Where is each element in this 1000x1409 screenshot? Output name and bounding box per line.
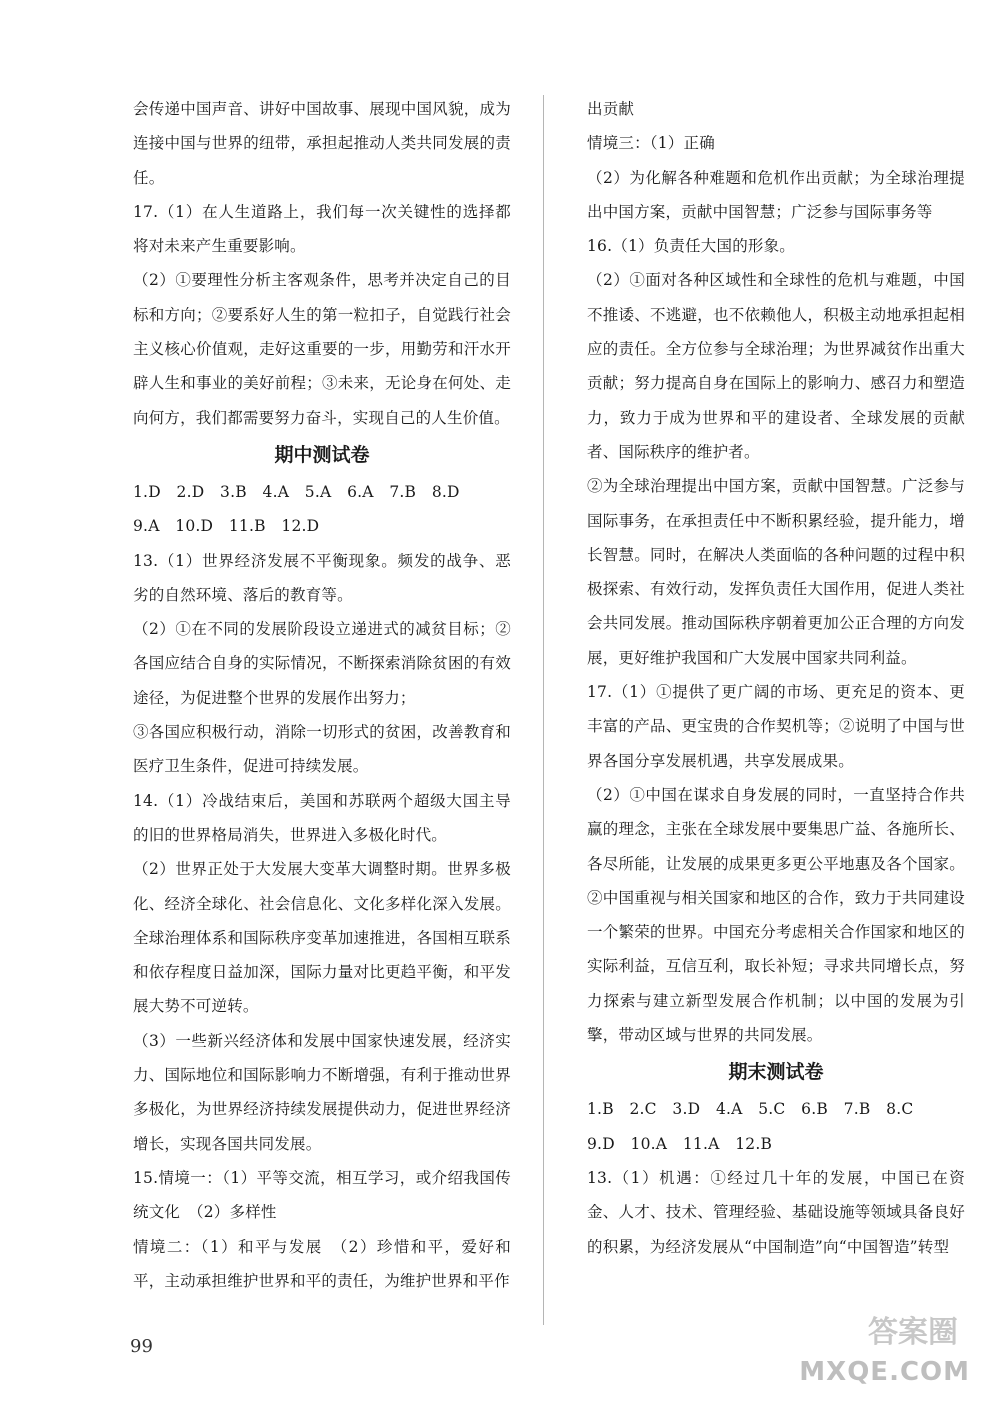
paragraph: 会传递中国声音、讲好中国故事、展现中国风貌，成为连接中国与世界的纽带，承担起推动人类共同发展的责任。 [133, 100, 511, 187]
watermark [788, 1309, 988, 1399]
paragraph: 13.（1）世界经济发展不平衡现象。频发的战争、恶劣的自然环境、落后的教育等。 [133, 551, 511, 604]
left-column [133, 92, 511, 1298]
paragraph: （2）世界正处于大发展大变革大调整时期。世界多极化、经济全球化、社会信息化、文化多样化深入发展。全球治理体系和国际秩序变革加速推进，各国相互联系和依存程度日益加深，国际力量对比更趋平衡，和平发展大势不可逆转。 [133, 860, 511, 1016]
paragraph: ②为全球治理提出中国方案，贡献中国智慧。广泛参与国际事务，在承担责任中不断积累经验，提升能力，增长智慧。同时，在解决人类面临的各种问题的过程中积极探索、有效行动，发挥负责任大国作用，促进人类社会共同发展。推动国际秩序朝着更加公正合理的方向发展，更好维护我国和广大发展中国家共同利益。 [587, 477, 965, 667]
paragraph: 14.（1）冷战结束后，美国和苏联两个超级大国主导的旧的世界格局消失，世界进入多极化时代。 [133, 791, 511, 844]
paragraph: （2）①中国在谋求自身发展的同时，一直坚持合作共赢的理念，主张在全球发展中要集思广益、各施所长、各尽所能，让发展的成果更多更公平地惠及各个国家。②中国重视与相关国家和地区的合作，致力于共同建设一个繁荣的世界。中国充分考虑相关合作国家和地区的实际利益，互信互利，取长补短；寻求共同增长点，努力探索与建立新型发展合作机制；以中国的发展为引擎，带动区域与世界的共同发展。 [587, 785, 965, 1045]
right-column [587, 92, 965, 1264]
paragraph: ③各国应积极行动，消除一切形式的贫困，改善教育和医疗卫生条件，促进可持续发展。 [133, 723, 511, 776]
answer-line: 1.D 2.D 3.B 4.A 5.A 6.A 7.B 8.D [133, 482, 460, 501]
paragraph: 15.情境一：（1）平等交流，相互学习，或介绍我国传统文化 （2）多样性 [133, 1168, 511, 1222]
answer-line: 1.B 2.C 3.D 4.A 5.C 6.B 7.B 8.C [587, 1100, 914, 1119]
paragraph: 情境三：（1）正确 [587, 134, 715, 153]
answer-line: 9.A 10.D 11.B 12.D [133, 517, 320, 536]
page-number: 99 [130, 1336, 153, 1357]
paragraph: 17.（1）在人生道路上，我们每一次关键性的选择都将对未来产生重要影响。 [133, 202, 511, 256]
paragraph: 情境二：（1）和平与发展 （2）珍惜和平，爱好和平，主动承担维护世界和平的责任，为维护世界和平作 [133, 1237, 511, 1290]
paragraph: （3）一些新兴经济体和发展中国家快速发展，经济实力、国际地位和国际影响力不断增强，有利于推动世界多极化，为世界经济持续发展提供动力，促进世界经济增长，实现各国共同发展。 [133, 1031, 511, 1153]
column-divider [543, 95, 544, 1325]
midterm-heading: 期中测试卷 [274, 443, 370, 466]
watermark-logo: 答案圈 [868, 1315, 958, 1350]
paragraph: （2）①面对各种区域性和全球性的危机与难题，中国不推诿、不逃避，也不依赖他人，积极主动地承担起相应的责任。全方位参与全球治理；为世界减贫作出重大贡献；努力提高自身在国际上的影响力、感召力和塑造力，致力于成为世界和平的建设者、全球发展的贡献者、国际秩序的维护者。 [587, 271, 965, 461]
paragraph: 13.（1）机遇：①经过几十年的发展，中国已在资金、人才、技术、管理经验、基础设施等领域具备良好的积累，为经济发展从“中国制造”向“中国智造”转型 [587, 1168, 965, 1256]
watermark-site: MXQE.COM [799, 1357, 970, 1387]
paragraph: 17.（1）①提供了更广阔的市场、更充足的资本、更丰富的产品、更宝贵的合作契机等；②说明了中国与世界各国分享发展机遇，共享发展成果。 [587, 683, 965, 770]
paragraph: 16.（1）负责任大国的形象。 [587, 237, 796, 256]
paragraph: （2）①在不同的发展阶段设立递进式的减贫目标；②各国应结合自身的实际情况，不断探索消除贫困的有效途径，为促进整个世界的发展作出努力； [133, 620, 511, 707]
paragraph: 出贡献 [587, 100, 635, 118]
paragraph: （2）①要理性分析主客观条件，思考并决定自己的目标和方向；②要系好人生的第一粒扣子，自觉践行社会主义核心价值观，走好这重要的一步，用勤劳和汗水开辟人生和事业的美好前程；③未来，无论身在何处、走向何方，我们都需要努力奋斗，实现自己的人生价值。 [133, 271, 511, 427]
paragraph: （2）为化解各种难题和危机作出贡献；为全球治理提出中国方案，贡献中国智慧；广泛参与国际事务等 [587, 168, 965, 221]
final-heading: 期末测试卷 [728, 1061, 824, 1084]
answer-line: 9.D 10.A 11.A 12.B [587, 1134, 773, 1153]
